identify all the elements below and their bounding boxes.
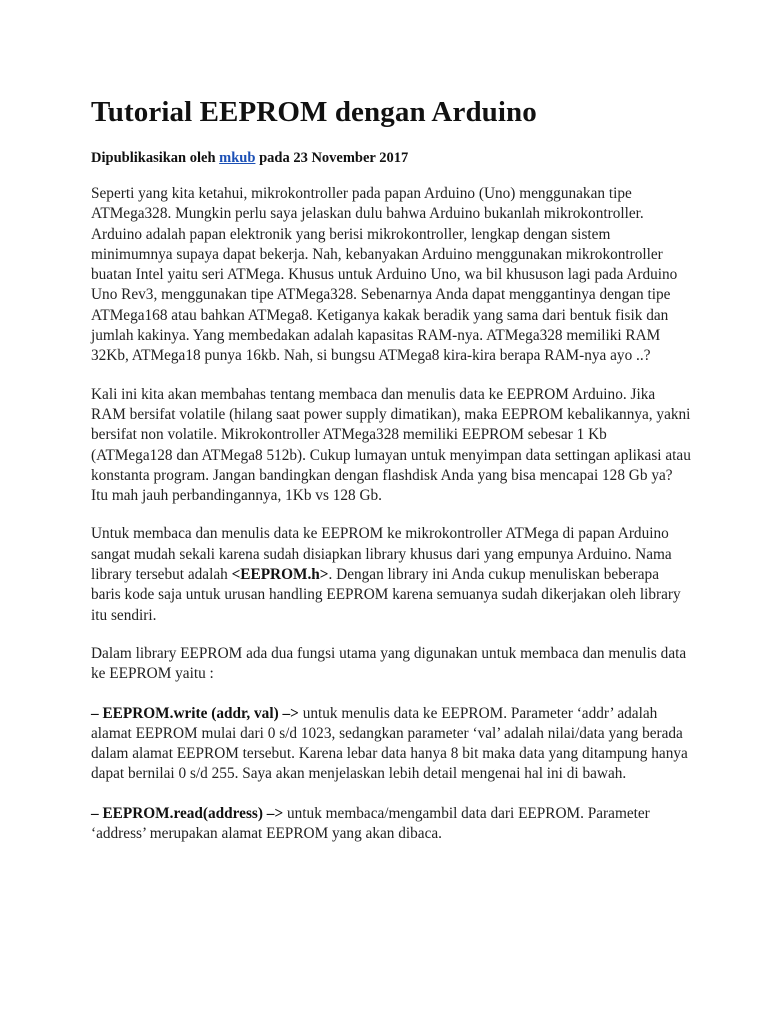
- paragraph-functions-intro: Dalam library EEPROM ada dua fungsi utama yang digunakan untuk membaca dan menulis data ke EEPROM yaitu :: [91, 644, 687, 683]
- article: [91, 94, 691, 844]
- paragraph-intro: Seperti yang kita ketahui, mikrokontroller pada papan Arduino (Uno) menggunakan tipe ATMega328. Mungkin perlu saya jelaskan dulu bahwa Arduino bukanlah mikrokontroller. Arduino adalah papan elektronik yang berisi mikrokontroller, lengkap dengan sistem minimumnya supaya dapat bekerja. Nah, kebanyakan Arduino menggunakan mikrokontroller buatan Intel yaitu seri ATMega. Khusus untuk Arduino Uno, wa bil khususon lagi pada Arduino Uno Rev3, menggunakan tipe ATMega328. Sebenarnya Anda dapat menggantinya dengan tipe ATMega168 atau bahkan ATMega8. Ketiganya kakak beradik yang sama dari bentuk fisik dan jumlah kakinya. Yang membedakan adalah kapasitas RAM-nya. ATMega328 memiliki RAM 32Kb, ATMega18 punya 16kb. Nah, si bungsu ATMega8 kira-kira berapa RAM-nya ayo ..?: [91, 185, 678, 365]
- paragraph-library: [91, 524, 691, 625]
- article-title: Tutorial EEPROM dengan Arduino: [91, 96, 537, 128]
- function-write-description: untuk menulis data ke EEPROM. Parameter ‘addr’ adalah alamat EEPROM mulai dari 0 s/d 1023, sedangkan parameter ‘val’ adalah nilai/data yang berada dalam alamat EEPROM tersebut. Karena lebar data hanya 8 bit maka data yang ditampung hanya dapat bernilai 0 s/d 255. Saya akan menjelaskan lebih detail mengenai hal ini di bawah.: [91, 704, 688, 783]
- library-text-before: Untuk membaca dan menulis data ke EEPROM ke mikrokontroller ATMega di papan Arduino sangat mudah sekali karena sudah disiapkan library khusus dari yang empunya Arduino. Nama library tersebut adalah: [91, 525, 672, 584]
- function-write-signature: EEPROM.write (addr, val): [102, 704, 279, 722]
- author-link[interactable]: mkub: [219, 150, 256, 166]
- paragraph-eeprom-overview: Kali ini kita akan membahas tentang membaca dan menulis data ke EEPROM Arduino. Jika RAM bersifat volatile (hilang saat power supply dimatikan), maka EEPROM kebalikannya, yakni bersifat non volatile. Mikrokontroller ATMega328 memiliki EEPROM sebesar 1 Kb (ATMega128 dan ATMega8 512b). Cukup lumayan untuk menyimpan data settingan aplikasi atau konstanta program. Jangan bandingkan dengan flashdisk Anda yang bisa mencapai 128 Gb ya? Itu mah jauh perbandingannya, 1Kb vs 128 Gb.: [91, 385, 691, 505]
- function-write-arrow: –>: [278, 704, 299, 722]
- byline-date: pada 23 November 2017: [255, 150, 409, 166]
- function-read-signature: EEPROM.read(address): [102, 804, 263, 822]
- function-write-dash: –: [91, 704, 103, 722]
- function-read-dash: –: [91, 804, 103, 822]
- function-read-arrow: –>: [262, 804, 284, 822]
- byline-prefix: Dipublikasikan oleh: [91, 150, 220, 166]
- function-read: [91, 804, 691, 845]
- library-name: <EEPROM.h>: [231, 566, 329, 584]
- function-read-description: untuk membaca/mengambil data dari EEPROM. Parameter ‘address’ merupakan alamat EEPROM yang akan dibaca.: [91, 804, 650, 843]
- byline: [91, 148, 691, 168]
- function-write: [91, 704, 691, 785]
- library-text-after: . Dengan library ini Anda cukup menuliskan beberapa baris kode saja untuk urusan handling EEPROM karena semuanya sudah dikerjakan oleh library itu sendiri.: [91, 566, 681, 624]
